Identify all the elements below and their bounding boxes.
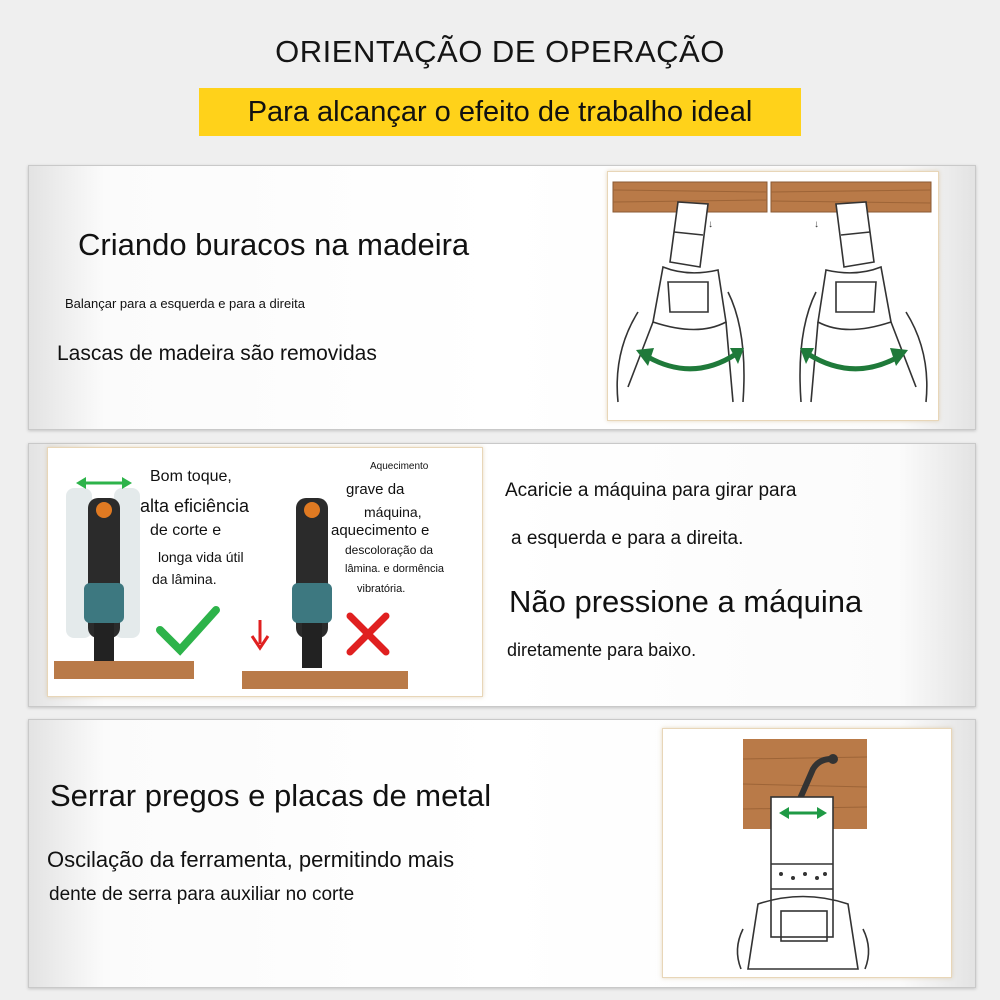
yellow-banner: Para alcançar o efeito de trabalho ideal [199, 88, 801, 136]
bad-line-6: lâmina. e dormência [345, 563, 445, 575]
bad-tool-sketch [292, 498, 332, 668]
nail-cutting-illustration [662, 728, 952, 978]
bad-line-2: grave da [346, 481, 405, 498]
wood-plank-bad [242, 671, 408, 689]
good-vs-bad-illustration [47, 447, 483, 697]
tool-left-sketch [617, 202, 744, 402]
section3-heading: Serrar pregos e placas de metal [50, 778, 492, 813]
cross-icon [350, 616, 386, 652]
down-arrow-icon [252, 620, 268, 648]
section-wood-holes [28, 165, 976, 430]
tool-right-sketch [800, 202, 927, 402]
good-line-4: longa vida útil [158, 549, 244, 565]
section-nails-metal [28, 719, 976, 988]
instruction-line-3: diretamente para baixo. [507, 640, 697, 660]
section3-line-1: Oscilação da ferramenta, permitindo mais [47, 847, 455, 872]
svg-text:↓: ↓ [708, 219, 713, 230]
section1-body: Lascas de madeira são removidas [57, 342, 377, 365]
instruction-line-2: a esquerda e para a direita. [511, 528, 744, 549]
check-icon [160, 610, 216, 650]
section-technique [28, 443, 976, 707]
section1-note: Balançar para a esquerda e para a direita [65, 296, 305, 311]
wood-plank-good [54, 661, 194, 679]
good-line-1: Bom toque, [150, 468, 232, 485]
bad-line-4: aquecimento e [331, 522, 430, 539]
bad-line-3: máquina, [364, 504, 422, 520]
bad-line-5: descoloração da [345, 543, 434, 557]
horizontal-arrows-icon [76, 477, 132, 489]
section3-line-2: dente de serra para auxiliar no corte [49, 884, 355, 905]
page-title: ORIENTAÇÃO DE OPERAÇÃO [275, 34, 725, 69]
bad-line-1: Aquecimento [370, 461, 429, 472]
instruction-line-1: Acaricie a máquina para girar para [505, 480, 797, 501]
section1-heading: Criando buracos na madeira [78, 227, 470, 262]
good-line-5: da lâmina. [152, 571, 217, 587]
emphasis-heading: Não pressione a máquina [509, 584, 863, 619]
good-line-2: alta eficiência [140, 496, 250, 516]
bad-line-7: vibratória. [357, 583, 406, 595]
good-tool-sketch [66, 488, 140, 663]
wood-hole-illustration [607, 171, 939, 421]
good-line-3: de corte e [150, 522, 222, 539]
svg-text:↓: ↓ [814, 219, 819, 230]
